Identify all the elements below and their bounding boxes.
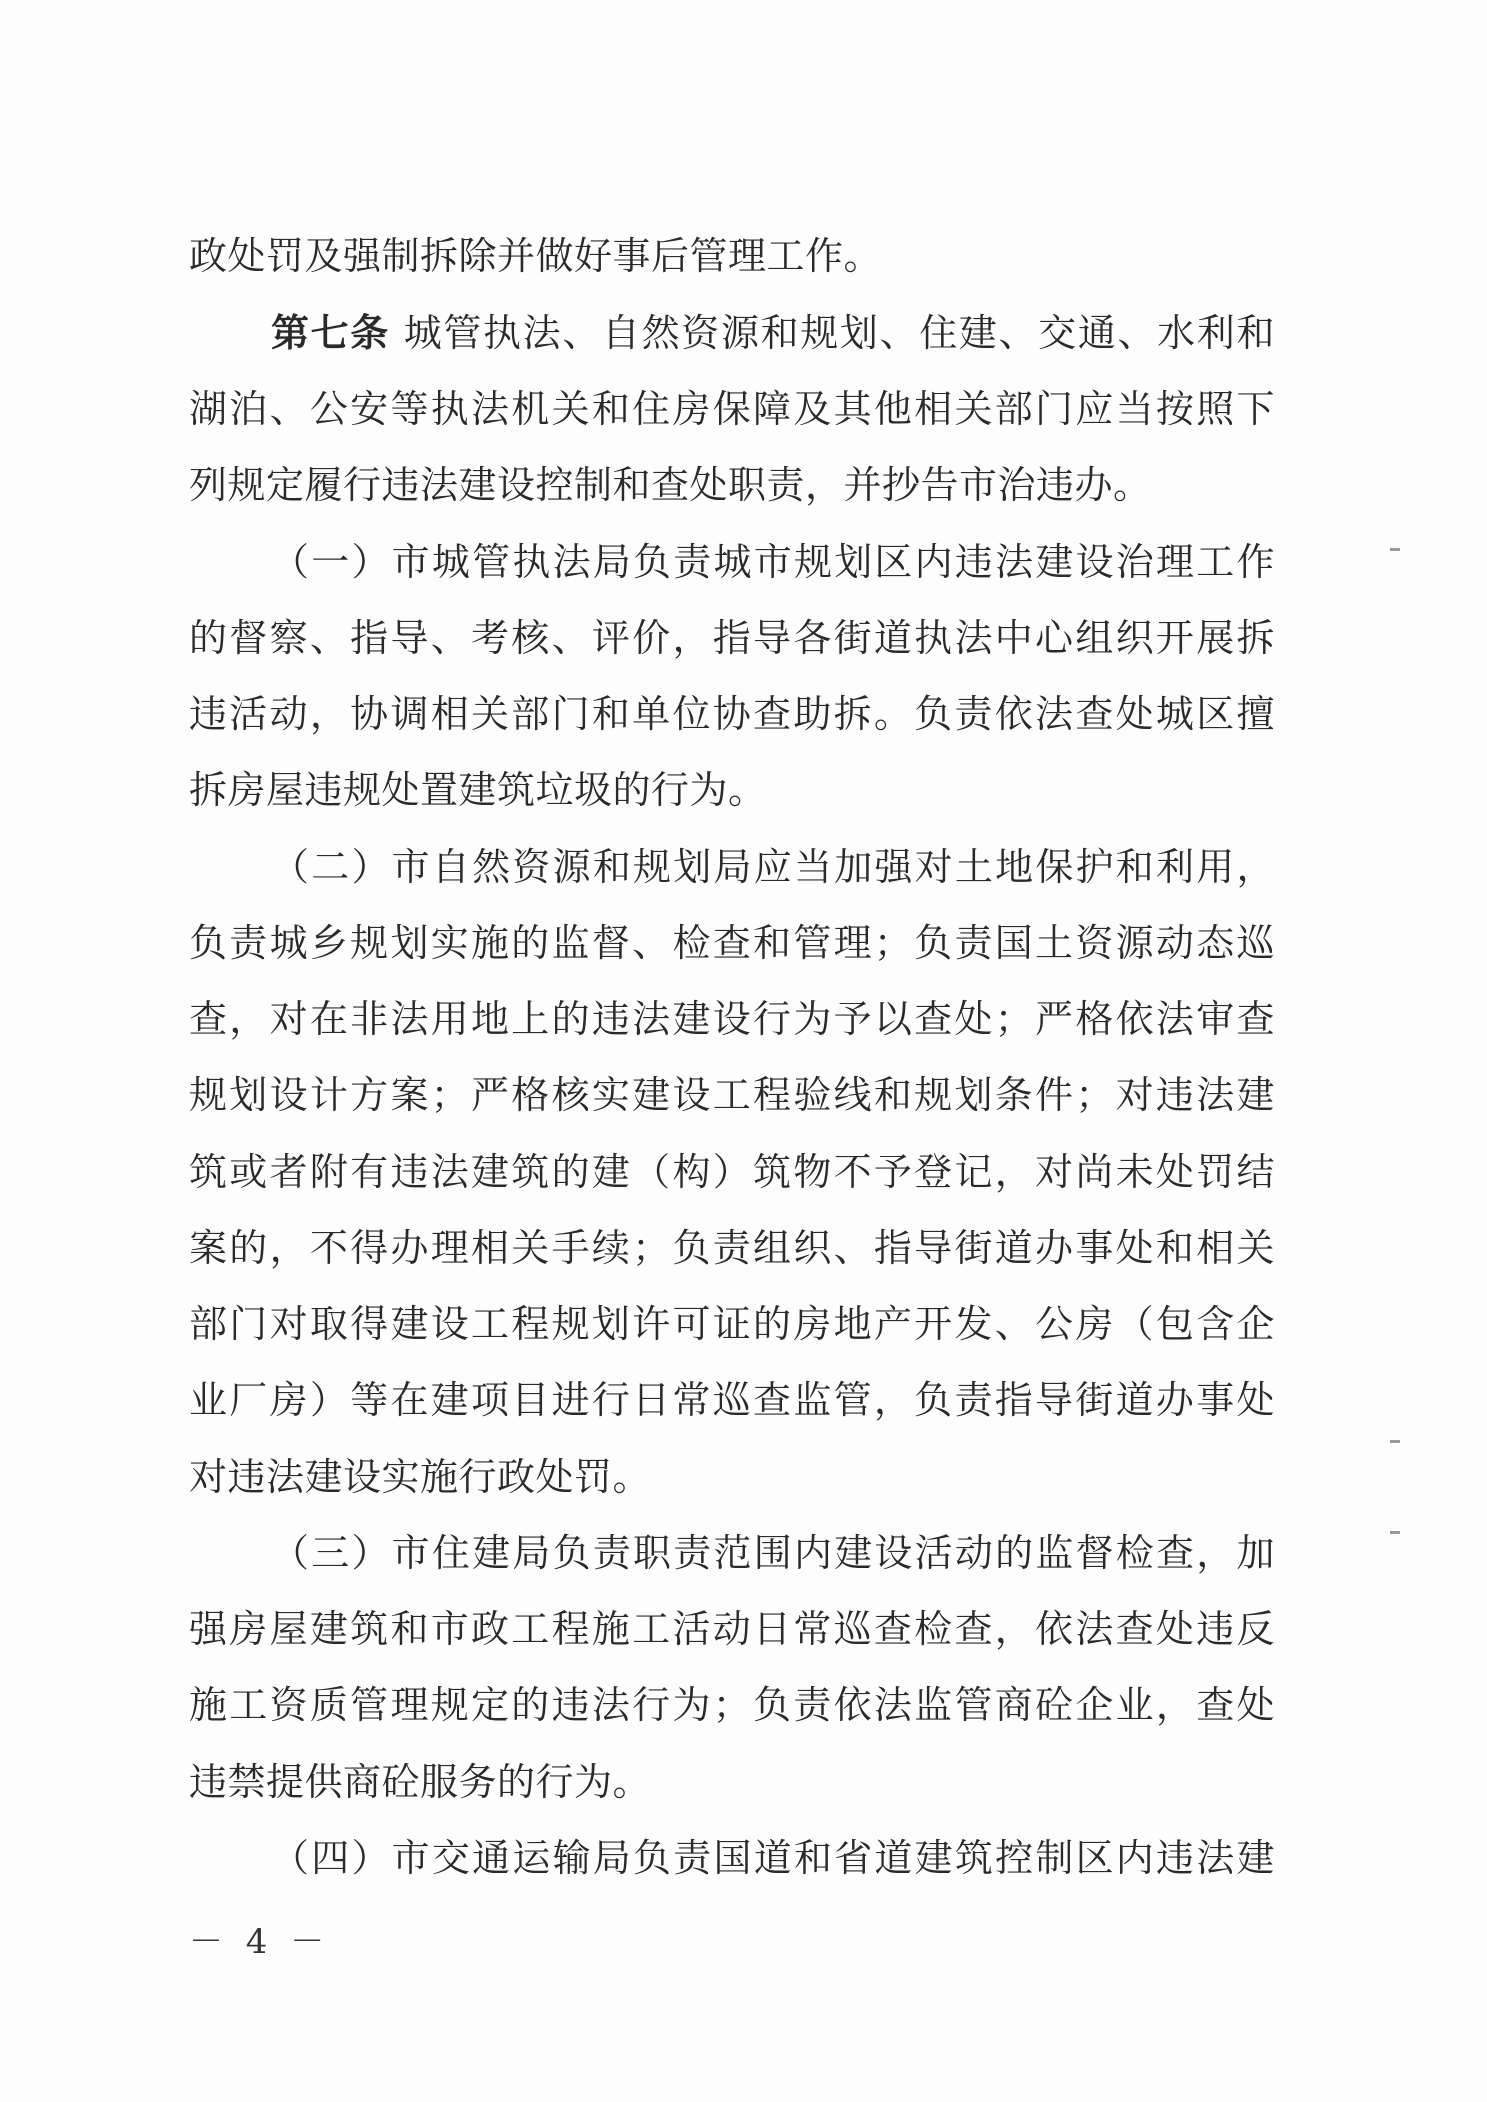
scan-mark [1390, 1531, 1400, 1534]
text-line: 案的，不得办理相关手续；负责组织、指导街道办事处和相关 [189, 1226, 1275, 1270]
text-line: 列规定履行违法建设控制和查处职责，并抄告市治违办。 [189, 463, 1152, 507]
text-line: 筑或者附有违法建筑的建（构）筑物不予登记，对尚未处罚结 [189, 1150, 1275, 1194]
text-line: 城管执法、自然资源和规划、住建、交通、水利和 [403, 311, 1275, 355]
text-line: 负责城乡规划实施的监督、检查和管理；负责国土资源动态巡 [189, 921, 1275, 965]
text-line: 拆房屋违规处置建筑垃圾的行为。 [189, 768, 767, 812]
text-line: 违活动，协调相关部门和单位协查助拆。负责依法查处城区擅 [189, 692, 1275, 736]
text-line: 对违法建设实施行政处罚。 [189, 1455, 652, 1499]
text-line: 强房屋建筑和市政工程施工活动日常巡查检查，依法查处违反 [189, 1607, 1275, 1651]
text-line: 业厂房）等在建项目进行日常巡查监管，负责指导街道办事处 [189, 1378, 1275, 1422]
article-heading-line [271, 305, 1275, 361]
scan-mark [1390, 548, 1400, 551]
text-line: 政处罚及强制拆除并做好事后管理工作。 [189, 234, 883, 278]
text-line: 查，对在非法用地上的违法建设行为予以查处；严格依法审查 [189, 997, 1275, 1041]
scan-mark [1390, 1440, 1400, 1443]
text-line: 部门对取得建设工程规划许可证的房地产开发、公房（包含企 [189, 1302, 1275, 1346]
text-line: 违禁提供商砼服务的行为。 [189, 1760, 652, 1804]
paragraph-start-line: （一）市城管执法局负责城市规划区内违法建设治理工作 [271, 540, 1275, 584]
article-label: 第七条 [271, 310, 390, 355]
text-line: 的督察、指导、考核、评价，指导各街道执法中心组织开展拆 [189, 616, 1275, 660]
paragraph-start-line: （二）市自然资源和规划局应当加强对土地保护和利用， [271, 845, 1275, 889]
text-line: 湖泊、公安等执法机关和住房保障及其他相关部门应当按照下 [189, 387, 1275, 431]
paragraph-start-line: （四）市交通运输局负责国道和省道建筑控制区内违法建 [271, 1836, 1275, 1880]
page-number: － 4 － [189, 1922, 331, 1962]
paragraph-start-line: （三）市住建局负责职责范围内建设活动的监督检查，加 [271, 1531, 1275, 1575]
text-line: 规划设计方案；严格核实建设工程验线和规划条件；对违法建 [189, 1073, 1275, 1117]
text-line: 施工资质管理规定的违法行为；负责依法监管商砼企业，查处 [189, 1683, 1275, 1727]
